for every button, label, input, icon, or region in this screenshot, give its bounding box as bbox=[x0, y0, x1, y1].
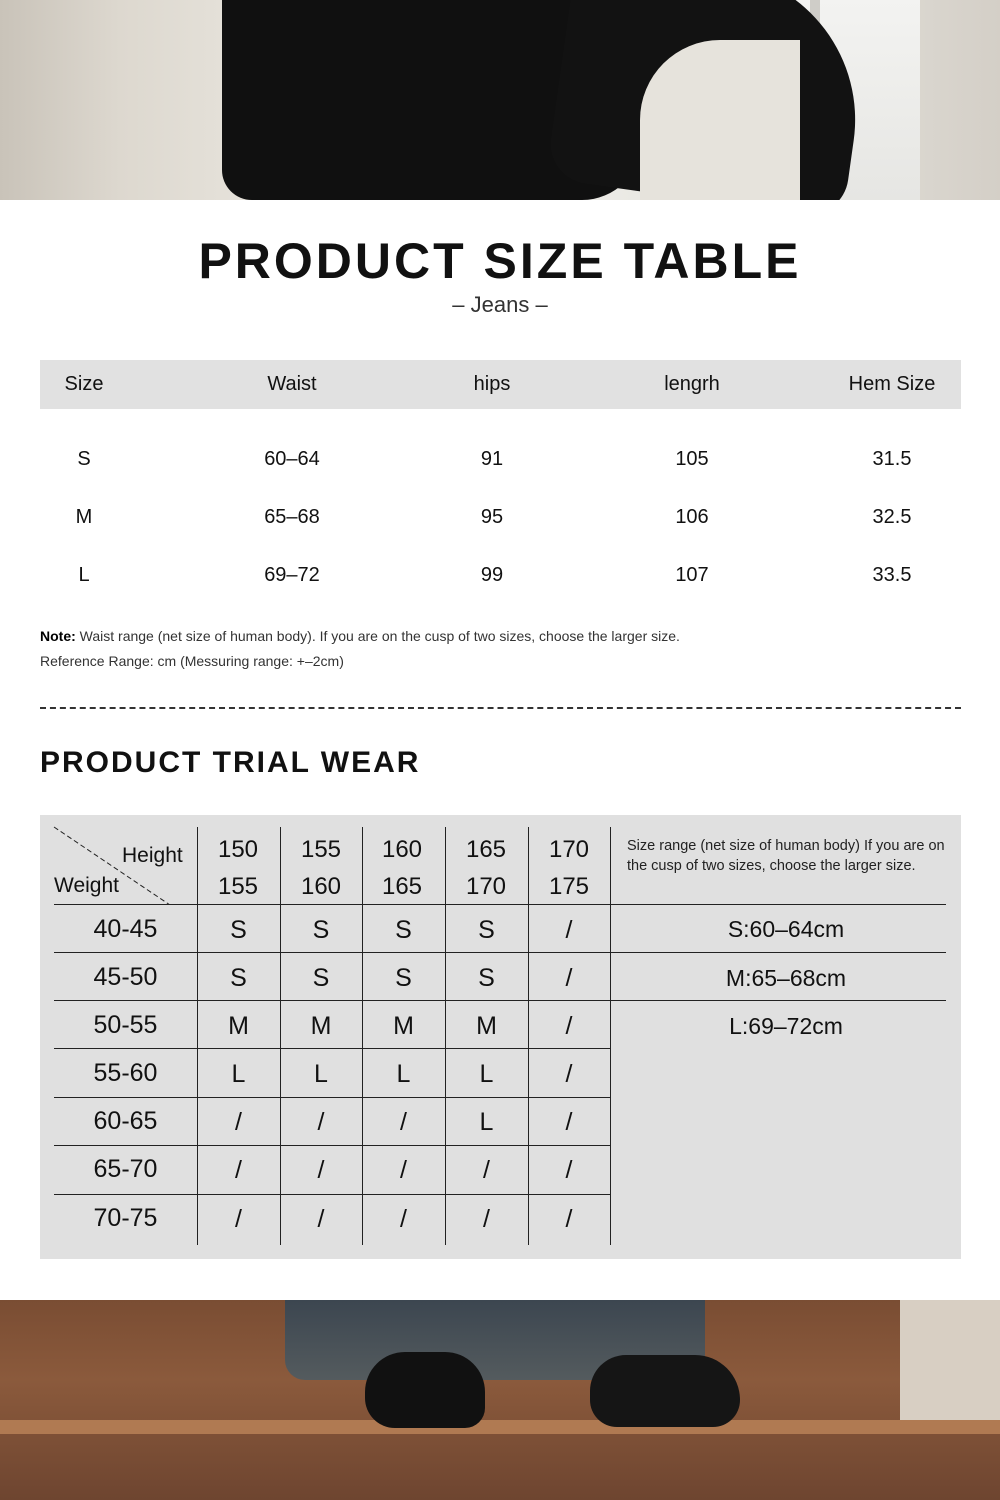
height-range: 160 165 bbox=[381, 836, 423, 900]
grid-cell: / bbox=[565, 1205, 573, 1233]
grid-cell: / bbox=[235, 1108, 242, 1136]
page-title: PRODUCT SIZE TABLE bbox=[198, 233, 802, 289]
corner-weight-label: Weight bbox=[54, 874, 119, 897]
size-range-note: Size range (net size of human body) If you are on the cusp of two sizes, choose the larger size. bbox=[627, 838, 945, 874]
size-range-s: S:60–64cm bbox=[727, 916, 845, 942]
grid-cell: L bbox=[396, 1060, 411, 1088]
reference-range: Reference Range: cm (Messuring range: +–2cm) bbox=[40, 653, 344, 669]
weight-label: 40-45 bbox=[93, 915, 158, 943]
grid-cell: / bbox=[317, 1205, 325, 1233]
header-size: Size bbox=[64, 373, 104, 395]
grid-cell: S bbox=[478, 916, 495, 944]
grid-cell: / bbox=[565, 1012, 573, 1040]
grid-cell: M bbox=[393, 1012, 414, 1040]
height-range: 170 175 bbox=[548, 836, 590, 900]
size-row bbox=[40, 506, 961, 546]
header-length: lengrh bbox=[664, 373, 720, 395]
hem-cell: 32.5 bbox=[872, 506, 912, 528]
weight-label: 50-55 bbox=[93, 1011, 158, 1039]
divider bbox=[40, 707, 961, 709]
hips-cell: 95 bbox=[480, 506, 504, 528]
wooden-step bbox=[0, 1420, 1000, 1434]
grid-cell: / bbox=[400, 1205, 407, 1233]
right-shoe bbox=[590, 1355, 740, 1427]
length-cell: 105 bbox=[675, 448, 709, 470]
size-range-l: L:69–72cm bbox=[729, 1013, 843, 1039]
grid-cell: / bbox=[317, 1108, 325, 1136]
grid-cell: / bbox=[317, 1156, 325, 1184]
grid-cell: / bbox=[400, 1156, 407, 1184]
grid-cell: M bbox=[228, 1012, 249, 1040]
grid-cell: / bbox=[235, 1205, 242, 1233]
left-shoe bbox=[365, 1352, 485, 1428]
trial-title: PRODUCT TRIAL WEAR bbox=[40, 746, 421, 779]
hips-cell: 91 bbox=[480, 448, 504, 470]
grid-cell: L bbox=[314, 1060, 328, 1088]
size-range-m: M:65–68cm bbox=[725, 965, 847, 991]
grid-cell: L bbox=[479, 1060, 494, 1088]
grid-cell: S bbox=[478, 964, 495, 992]
model-photo-top bbox=[0, 0, 1000, 200]
grid-cell: S bbox=[312, 916, 330, 944]
length-cell: 106 bbox=[675, 506, 709, 528]
note-label: Note: bbox=[40, 628, 76, 644]
weight-label: 70-75 bbox=[93, 1204, 158, 1232]
grid-cell: / bbox=[565, 1108, 573, 1136]
header-waist: Waist bbox=[267, 373, 317, 395]
grid-cell: M bbox=[310, 1012, 332, 1040]
page-subtitle: – Jeans – bbox=[452, 292, 548, 317]
grid-cell: M bbox=[476, 1012, 497, 1040]
model-photo-bottom bbox=[0, 1300, 1000, 1500]
grid-cell: S bbox=[230, 964, 247, 992]
length-cell: 107 bbox=[675, 564, 709, 586]
hips-cell: 99 bbox=[480, 564, 504, 586]
size-row bbox=[40, 564, 961, 604]
grid-cell: / bbox=[565, 1060, 573, 1088]
height-range: 165 170 bbox=[465, 836, 507, 900]
height-range: 150 155 bbox=[217, 836, 259, 900]
corner-height-label: Height bbox=[122, 844, 183, 867]
grid-cell: S bbox=[312, 964, 330, 992]
waist-cell: 65–68 bbox=[264, 506, 320, 528]
grid-cell: / bbox=[235, 1156, 242, 1184]
size-row bbox=[40, 448, 961, 488]
weight-label: 60-65 bbox=[93, 1107, 158, 1135]
grid-cell: L bbox=[231, 1060, 246, 1088]
grid-cell: S bbox=[230, 916, 247, 944]
grid-cell: S bbox=[395, 916, 412, 944]
grid-cell: / bbox=[565, 916, 573, 944]
trial-wear-table bbox=[40, 815, 961, 1259]
grid-cell: / bbox=[400, 1108, 407, 1136]
header-hem-size: Hem Size bbox=[848, 373, 936, 395]
weight-label: 55-60 bbox=[93, 1059, 158, 1087]
size-cell: S bbox=[77, 448, 91, 470]
weight-label: 45-50 bbox=[93, 963, 158, 991]
header-hips: hips bbox=[473, 373, 511, 395]
hem-cell: 33.5 bbox=[872, 564, 912, 586]
grid-cell: / bbox=[483, 1205, 490, 1233]
grid-cell: / bbox=[565, 1156, 573, 1184]
hem-cell: 31.5 bbox=[872, 448, 912, 470]
grid-cell: / bbox=[483, 1156, 490, 1184]
grid-cell: S bbox=[395, 964, 412, 992]
waist-cell: 60–64 bbox=[264, 448, 320, 470]
size-cell: L bbox=[78, 564, 90, 586]
size-note bbox=[40, 624, 680, 674]
waist-cell: 69–72 bbox=[264, 564, 320, 586]
height-range: 155 160 bbox=[300, 836, 342, 900]
size-table-header bbox=[40, 360, 961, 409]
size-cell: M bbox=[75, 506, 93, 528]
note-text: Waist range (net size of human body). If you are on the cusp of two sizes, choose the larger size. bbox=[75, 628, 680, 644]
grid-cell: / bbox=[565, 964, 573, 992]
grid-cell: L bbox=[479, 1108, 494, 1136]
weight-label: 65-70 bbox=[93, 1155, 158, 1183]
